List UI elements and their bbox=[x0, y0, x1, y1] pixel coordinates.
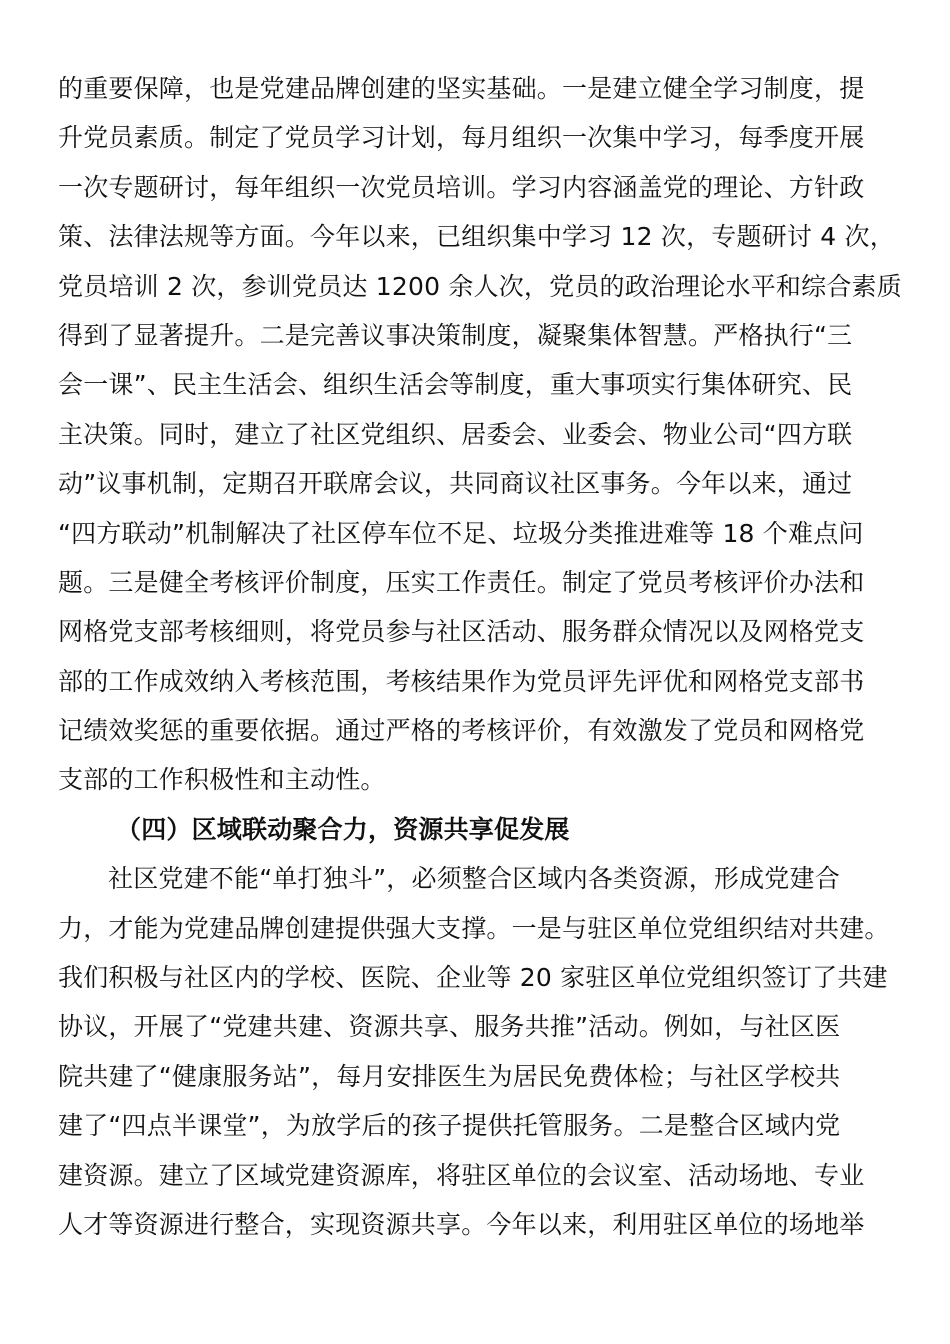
paragraph-line: 人才等资源进行整合，实现资源共享。今年以来，利用驻区单位的场地举 bbox=[58, 1209, 865, 1239]
paragraph-line: 记绩效奖惩的重要依据。通过严格的考核评价，有效激发了党员和网格党 bbox=[58, 716, 865, 746]
paragraph-line: 部的工作成效纳入考核范围，考核结果作为党员评先评优和网格党支部书 bbox=[58, 666, 865, 696]
paragraph-line: 升党员素质。制定了党员学习计划，每月组织一次集中学习，每季度开展 bbox=[58, 123, 865, 153]
paragraph-line: 动”议事机制，定期召开联席会议，共同商议社区事务。今年以来，通过 bbox=[58, 469, 853, 499]
paragraph-line: 一次专题研讨，每年组织一次党员培训。学习内容涵盖党的理论、方针政 bbox=[58, 172, 865, 202]
paragraph-line: 会一课”、民主生活会、组织生活会等制度，重大事项实行集体研究、民 bbox=[58, 370, 853, 400]
paragraph-line: 建资源。建立了区域党建资源库，将驻区单位的会议室、活动场地、专业 bbox=[58, 1160, 865, 1190]
paragraph-line: 力，才能为党建品牌创建提供强大支撑。一是与驻区单位党组织结对共建。 bbox=[58, 913, 890, 943]
paragraph-line: “四方联动”机制解决了社区停车位不足、垃圾分类推进难等 18 个难点问 bbox=[58, 518, 864, 548]
paragraph-line: 得到了显著提升。二是完善议事决策制度，凝聚集体智慧。严格执行“三 bbox=[58, 320, 853, 350]
paragraph-line: 协议，开展了“党建共建、资源共享、服务共推”活动。例如，与社区医 bbox=[58, 1012, 841, 1042]
paragraph-line: 院共建了“健康服务站”，每月安排医生为居民免费体检；与社区学校共 bbox=[58, 1061, 841, 1091]
paragraph-line: 策、法律法规等方面。今年以来，已组织集中学习 12 次，专题研讨 4 次， bbox=[58, 222, 895, 252]
paragraph-line: 我们积极与社区内的学校、医院、企业等 20 家驻区单位党组织签订了共建 bbox=[58, 963, 888, 993]
paragraph-line: 题。三是健全考核评价制度，压实工作责任。制定了党员考核评价办法和 bbox=[58, 567, 865, 597]
paragraph-line: 党员培训 2 次，参训党员达 1200 余人次，党员的政治理论水平和综合素质 bbox=[58, 271, 902, 301]
paragraph-line: 支部的工作积极性和主动性。 bbox=[58, 765, 386, 795]
paragraph-line: 主决策。同时，建立了社区党组织、居委会、业委会、物业公司“四方联 bbox=[58, 419, 853, 449]
paragraph-line: 网格党支部考核细则，将党员参与社区活动、服务群众情况以及网格党支 bbox=[58, 617, 865, 647]
document-body bbox=[58, 64, 902, 1249]
paragraph-line: 建了“四点半课堂”，为放学后的孩子提供托管服务。二是整合区域内党 bbox=[58, 1111, 841, 1141]
paragraph-line: 社区党建不能“单打独斗”，必须整合区域内各类资源，形成党建合 bbox=[108, 864, 840, 894]
paragraph-line: 的重要保障，也是党建品牌创建的坚实基础。一是建立健全学习制度，提 bbox=[58, 74, 865, 103]
section-heading: （四）区域联动聚合力，资源共享促发展 bbox=[116, 814, 570, 844]
